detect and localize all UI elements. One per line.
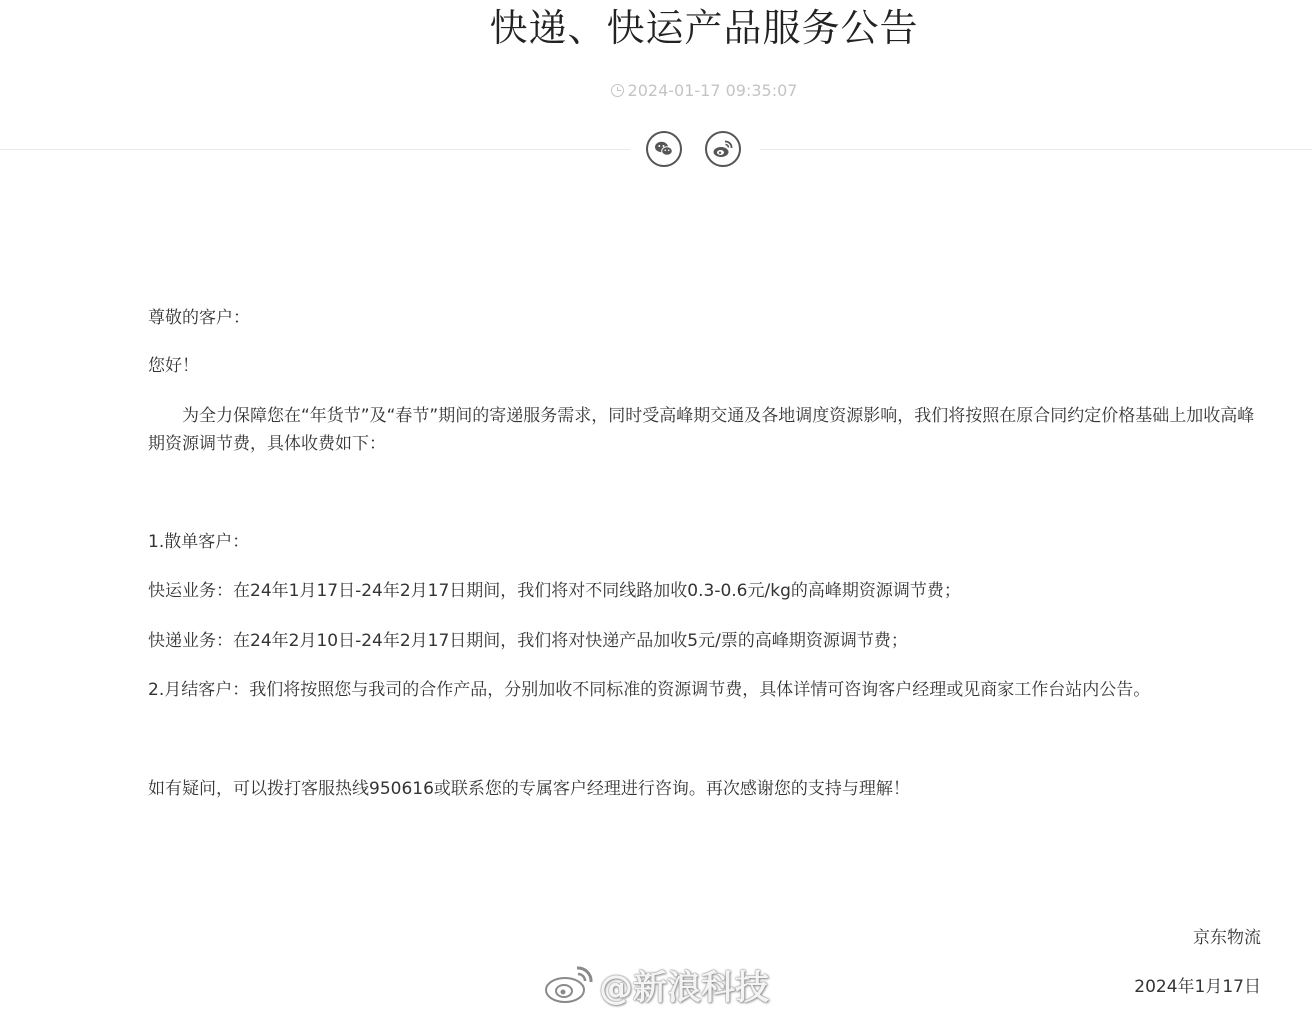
greeting: 尊敬的客户： <box>148 308 250 328</box>
watermark <box>543 962 769 1006</box>
wechat-icon <box>648 133 680 165</box>
divider-right <box>760 149 1312 150</box>
contact-line: 如有疑问，可以拨打客服热线950616或联系您的专属客户经理进行咨询。再次感谢您的支持与理解！ <box>148 779 910 799</box>
section1-title: 1.散单客户： <box>148 532 250 552</box>
share-weibo-button[interactable] <box>705 131 741 167</box>
page-title: 快递、快运产品服务公告 <box>489 6 919 50</box>
weibo-logo-icon <box>543 963 597 1005</box>
clock-icon <box>611 84 624 97</box>
monthly-customer-line: 2.月结客户：我们将按照您与我司的合作产品，分别加收不同标准的资源调节费，具体详情可咨询客户经理或见商家工作台站内公告。 <box>148 680 1151 700</box>
express-delivery-line: 快递业务：在24年2月10日-24年2月17日期间，我们将对快递产品加收5元/票的高峰期资源调节费； <box>148 631 908 651</box>
publish-time <box>0 80 1312 102</box>
express-freight-line: 快运业务：在24年1月17日-24年2月17日期间，我们将对不同线路加收0.3-0.6元/kg的高峰期资源调节费； <box>148 581 961 601</box>
divider-left <box>0 149 630 150</box>
hello-line: 您好！ <box>148 356 199 376</box>
weibo-icon <box>707 133 739 165</box>
publish-time-text: 2024-01-17 09:35:07 <box>627 81 798 100</box>
share-wechat-button[interactable] <box>646 131 682 167</box>
signature: 京东物流 <box>1193 928 1261 948</box>
intro-paragraph: 为全力保障您在“年货节”及“春节”期间的寄递服务需求，同时受高峰期交通及各地调度资源影响，我们将按照在原合同约定价格基础上加收高峰期资源调节费，具体收费如下： <box>148 406 1255 454</box>
announcement-date: 2024年1月17日 <box>1134 977 1261 997</box>
watermark-text: @新浪科技 <box>599 967 769 1008</box>
